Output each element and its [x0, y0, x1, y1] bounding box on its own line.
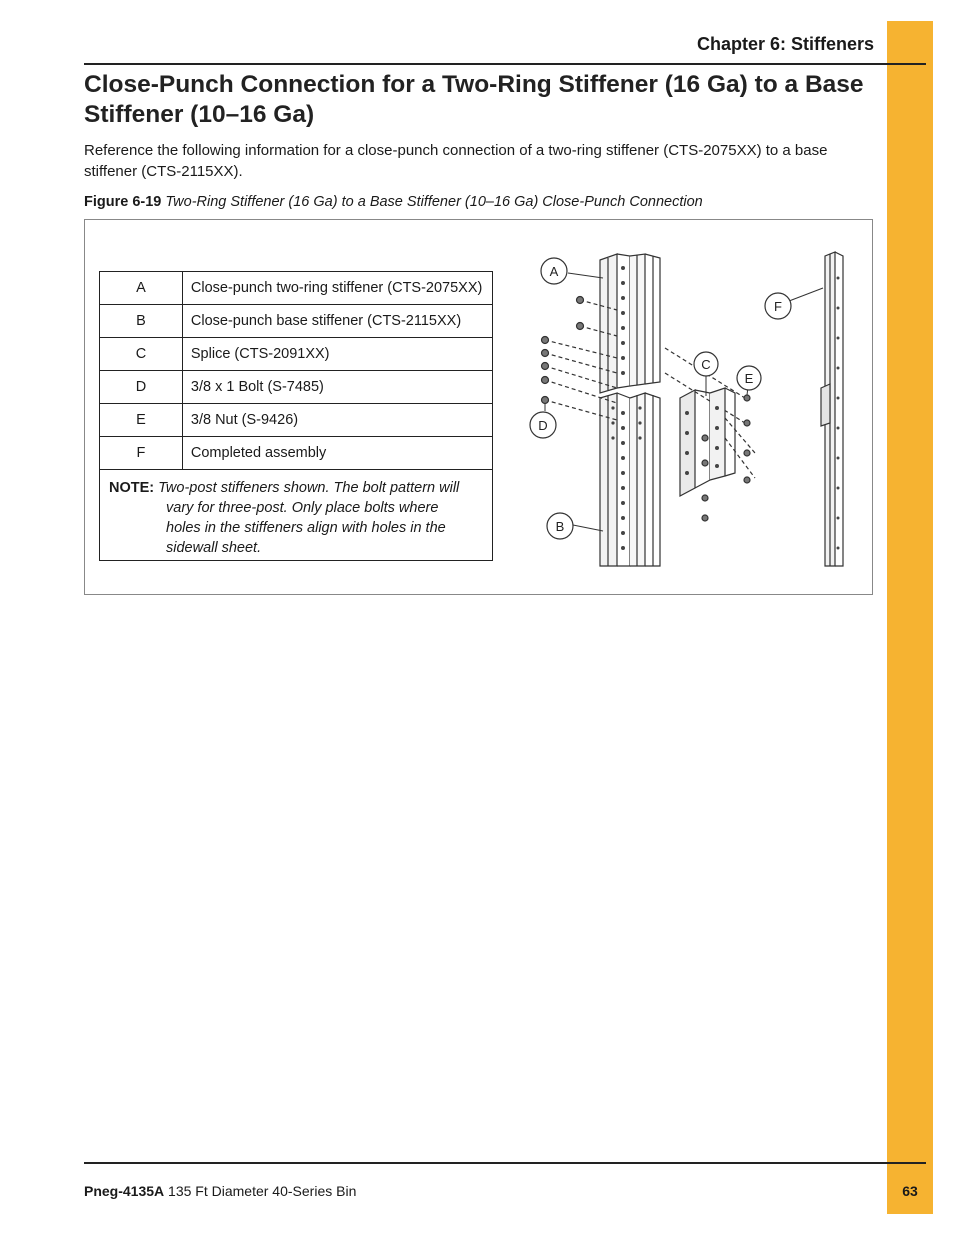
stiffener-assembly-illustration	[525, 248, 865, 570]
chapter-heading: Chapter 6: Stiffeners	[696, 34, 874, 54]
legend-desc: Splice (CTS-2091XX)	[182, 338, 492, 371]
legend-key: D	[100, 371, 183, 404]
footer-doc-id: Pneg-4135A	[84, 1183, 165, 1199]
footer-rule	[84, 1162, 926, 1164]
note-label: NOTE:	[109, 480, 155, 496]
two-ring-stiffener-drawing	[600, 254, 660, 393]
callout-a-label: A	[549, 264, 559, 279]
legend-key: E	[100, 404, 183, 437]
legend-key: F	[100, 437, 183, 470]
chapter-color-tab	[887, 21, 933, 1214]
legend-desc: 3/8 x 1 Bolt (S-7485)	[182, 371, 492, 404]
legend-row	[100, 305, 493, 338]
figure-caption	[84, 194, 703, 210]
legend-desc: Completed assembly	[182, 437, 492, 470]
legend-row	[100, 404, 493, 437]
callout-c-label: C	[701, 357, 711, 372]
legend-table	[99, 271, 493, 561]
figure-caption-text: Two-Ring Stiffener (16 Ga) to a Base Stiffener (10–16 Ga) Close-Punch Connection	[165, 194, 703, 210]
callout-f-label: F	[774, 299, 782, 314]
section-title: Close-Punch Connection for a Two-Ring Stiffener (16 Ga) to a Base Stiffener (10–16 Ga)	[84, 71, 864, 128]
callout-d-label: D	[538, 418, 548, 433]
legend-note-row	[100, 470, 493, 561]
figure-label: Figure 6-19	[84, 194, 162, 210]
legend-row	[100, 371, 493, 404]
note-line-1: Two-post stiffeners shown. The bolt pattern will	[158, 480, 460, 496]
base-stiffener-drawing	[600, 393, 660, 566]
legend-row	[100, 338, 493, 371]
header-rule	[84, 63, 926, 65]
footer-doc-title: 135 Ft Diameter 40-Series Bin	[168, 1183, 357, 1199]
footer	[84, 1183, 356, 1199]
completed-assembly-drawing	[821, 252, 843, 566]
callout-b-label: B	[555, 519, 565, 534]
legend-desc: Close-punch two-ring stiffener (CTS-2075XX)	[182, 272, 492, 305]
note-line-3: holes in the stiffeners align with holes in the	[166, 520, 446, 536]
legend-note	[100, 470, 493, 561]
legend-row	[100, 272, 493, 305]
legend-key: C	[100, 338, 183, 371]
note-line-2: vary for three-post. Only place bolts where	[166, 500, 439, 516]
legend-key: A	[100, 272, 183, 305]
legend-desc: 3/8 Nut (S-9426)	[182, 404, 492, 437]
legend-row	[100, 437, 493, 470]
intro-paragraph: Reference the following information for a close-punch connection of a two-ring stiffener (CTS-2075XX) to a base stiffener (CTS-2115XX).	[84, 142, 828, 180]
figure-box	[84, 219, 873, 595]
callout-e-label: E	[744, 371, 754, 386]
legend-desc: Close-punch base stiffener (CTS-2115XX)	[182, 305, 492, 338]
splice-drawing	[680, 388, 735, 496]
page-number: 63	[902, 1183, 918, 1199]
note-line-4: sidewall sheet.	[166, 540, 262, 556]
legend-key: B	[100, 305, 183, 338]
